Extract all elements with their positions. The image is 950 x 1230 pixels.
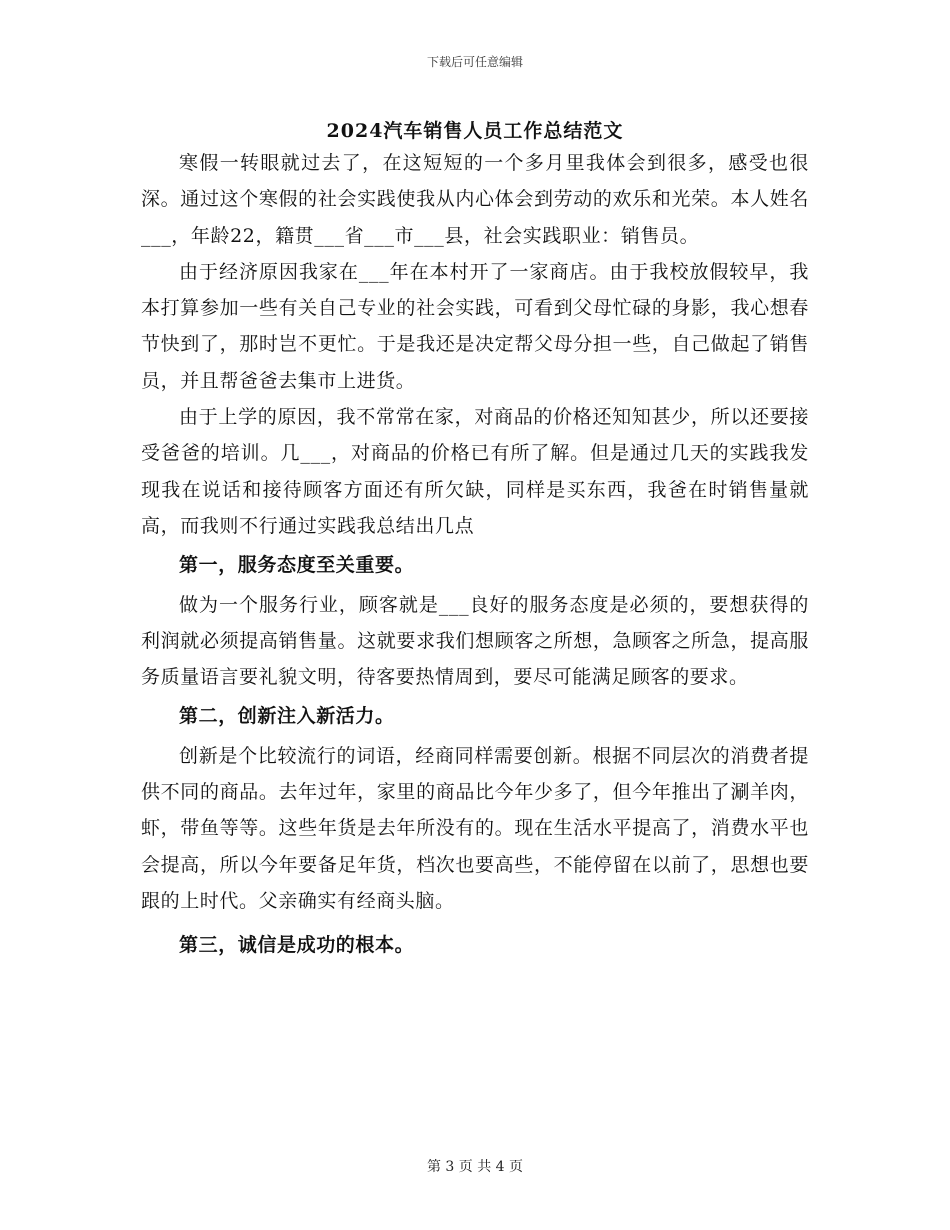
paragraph-intro: 寒假一转眼就过去了，在这短短的一个多月里我体会到很多，感受也很深。通过这个寒假的社会实践使我从内心体会到劳动的欢乐和光荣。本人姓名___，年龄22，籍贯___省___市___县，社会实践职业：销售员。 xyxy=(141,152,809,247)
page-number-footer: 第 3 页 共 4 页 xyxy=(426,1159,524,1175)
document-body xyxy=(141,145,809,964)
section-heading-innovation: 第二，创新注入新活力。 xyxy=(179,705,395,728)
section-text-service: 做为一个服务行业，顾客就是___良好的服务态度是必须的，要想获得的利润就必须提高销售量。这就要求我们想顾客之所想，急顾客之所急，提高服务质量语言要礼貌文明，待客要热情周到，要尽可能满足顾客的要求。 xyxy=(141,593,809,689)
section-heading-integrity: 第三，诚信是成功的根本。 xyxy=(179,934,415,957)
page-header-note: 下载后可任意编辑 xyxy=(426,55,523,69)
paragraph-shop: 由于经济原因我家在___年在本村开了一家商店。由于我校放假较早，我本打算参加一些有关自己专业的社会实践，可看到父母忙碌的身影，我心想春节快到了，那时岂不更忙。于是我还是决定帮父母分担一些，自己做起了销售员，并且帮爸爸去集市上进货。 xyxy=(141,260,809,392)
document-title: 2024汽车销售人员工作总结范文 xyxy=(326,120,624,142)
section-text-innovation: 创新是个比较流行的词语，经商同样需要创新。根据不同层次的消费者提供不同的商品。去年过年，家里的商品比今年少多了，但今年推出了涮羊肉，虾，带鱼等等。这些年货是去年所没有的。现在生活水平提高了，消费水平也会提高，所以今年要备足年货，档次也要高些，不能停留在以前了，思想也要跟的上时代。父亲确实有经商头脑。 xyxy=(141,744,809,912)
paragraph-training: 由于上学的原因，我不常常在家，对商品的价格还知知甚少，所以还要接受爸爸的培训。几___，对商品的价格已有所了解。但是通过几天的实践我发现我在说话和接待顾客方面还有所欠缺，同样是买东西，我爸在时销售量就高，而我则不行通过实践我总结出几点 xyxy=(141,406,809,537)
section-heading-service: 第一，服务态度至关重要。 xyxy=(179,554,415,577)
